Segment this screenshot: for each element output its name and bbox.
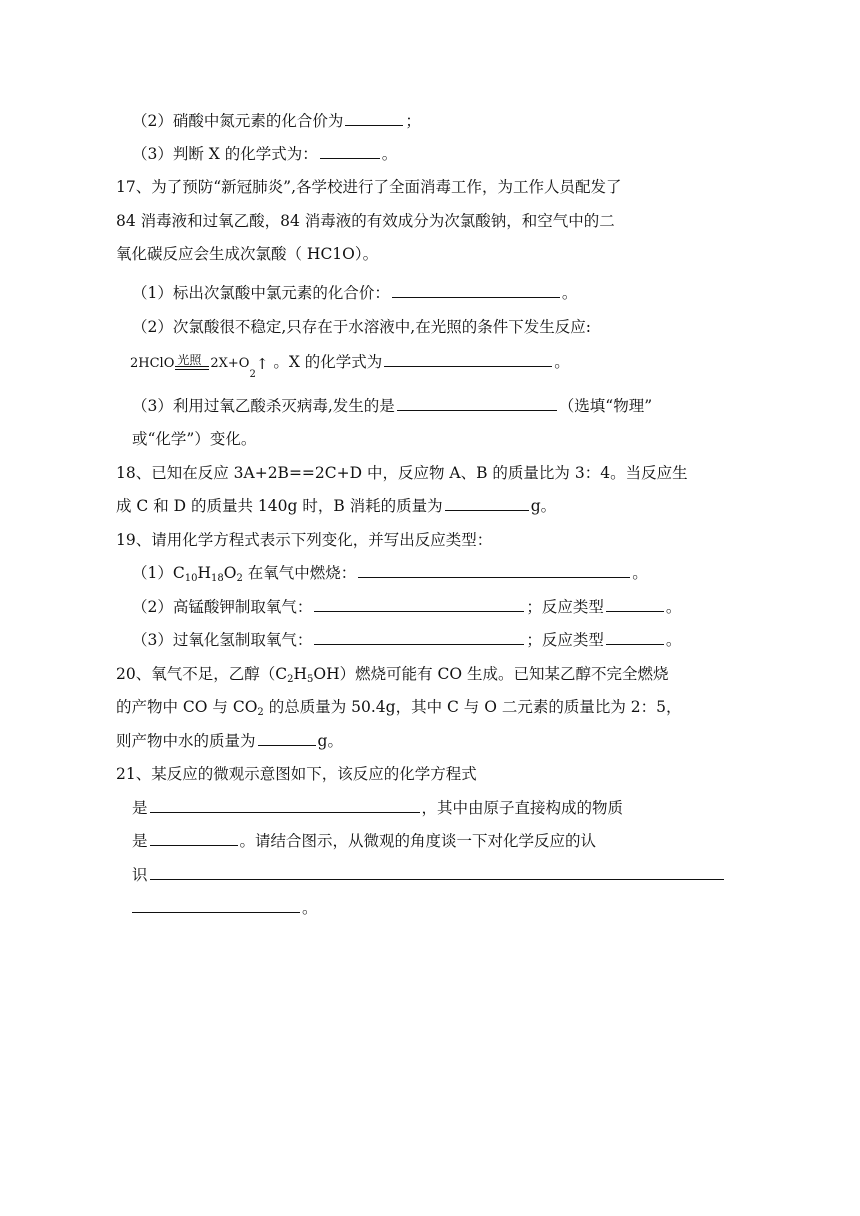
answer-blank[interactable]	[150, 830, 238, 846]
question-16-part-3: （3）判断 X 的化学式为： 。	[132, 145, 398, 163]
answer-blank[interactable]	[358, 562, 630, 578]
answer-blank[interactable]	[132, 897, 300, 913]
question-17-text-line-1: 17、为了预防“新冠肺炎”,各学校进行了全面消毒工作，为工作人员配发了	[116, 178, 622, 196]
answer-blank[interactable]	[384, 351, 552, 367]
question-19-part-1: $(1)C_{10}H_{18}O_2$ 在氧气中燃烧： 。	[132, 564, 648, 584]
answer-blank[interactable]	[314, 596, 524, 612]
question-19-part-2: （2）高锰酸钾制取氧气： ；反应类型 。	[132, 598, 682, 616]
answer-blank[interactable]	[320, 143, 380, 159]
answer-blank[interactable]	[392, 282, 560, 298]
answer-blank[interactable]	[345, 110, 403, 126]
answer-blank[interactable]	[445, 495, 529, 511]
question-21-line-5: 。	[132, 897, 318, 919]
question-20-line-2: 的产物中 CO 与 $CO_2$ 的总质量为 50.4g，其中 C 与 O 二元素的质量比为 2：5，	[116, 698, 682, 718]
answer-blank[interactable]	[314, 629, 524, 645]
question-17-part-2-equation-line: 2HClO 光照 2X+O 2 ↑ 。X 的化学式为 。	[130, 353, 570, 380]
chemical-equation: 2HClO 光照 2X+O 2 ↑	[130, 353, 269, 380]
question-21-line-1: 21、某反应的微观示意图如下，该反应的化学方程式	[116, 765, 477, 783]
question-21-line-3: 是 。请结合图示，从微观的角度谈一下对化学反应的认	[132, 832, 597, 850]
question-20-line-1: 20、氧气不足，乙醇$(C_2H_5OH)$燃烧可能有 CO 生成。已知某乙醇不完全燃烧	[116, 665, 669, 685]
answer-blank[interactable]	[150, 864, 724, 880]
answer-blank[interactable]	[150, 797, 420, 813]
answer-blank[interactable]	[258, 730, 316, 746]
question-18-line-2: 成 C 和 D 的质量共 140g 时，B 消耗的质量为 g。	[116, 497, 557, 515]
question-17-part-1: （1）标出次氯酸中氯元素的化合价： 。	[132, 284, 578, 302]
question-17-part-2: （2）次氯酸很不稳定,只存在于水溶液中,在光照的条件下发生反应:	[132, 318, 591, 336]
question-19-part-3: （3）过氧化氢制取氧气： ；反应类型 。	[132, 631, 682, 649]
question-17-part-3-cont: 或“化学”）变化。	[132, 430, 257, 448]
question-16-part-2: （2）硝酸中氮元素的化合价为 ；	[132, 112, 421, 130]
question-21-line-4: 识	[132, 864, 726, 886]
question-19: 19、请用化学方程式表示下列变化，并写出反应类型：	[116, 531, 493, 549]
answer-blank[interactable]	[606, 596, 664, 612]
question-17-part-3: （3）利用过氧乙酸杀灭病毒,发生的是 （选填“物理”	[132, 397, 653, 415]
question-17-text-line-3: 氧化碳反应会生成次氯酸（ HC1O）。	[116, 245, 379, 263]
question-18-line-1: 18、已知在反应 3A+2B==2C+D 中，反应物 A、B 的质量比为 3：4。当反应生	[116, 464, 688, 482]
question-21-line-2: 是 ，其中由原子直接构成的物质	[132, 799, 624, 817]
reaction-arrow: 光照	[175, 353, 209, 375]
answer-blank[interactable]	[606, 629, 664, 645]
question-17-text-line-2: 84 消毒液和过氧乙酸，84 消毒液的有效成分为次氯酸钠，和空气中的二	[116, 212, 615, 230]
question-20-line-3: 则产物中水的质量为 g。	[116, 732, 343, 750]
answer-blank[interactable]	[397, 395, 557, 411]
